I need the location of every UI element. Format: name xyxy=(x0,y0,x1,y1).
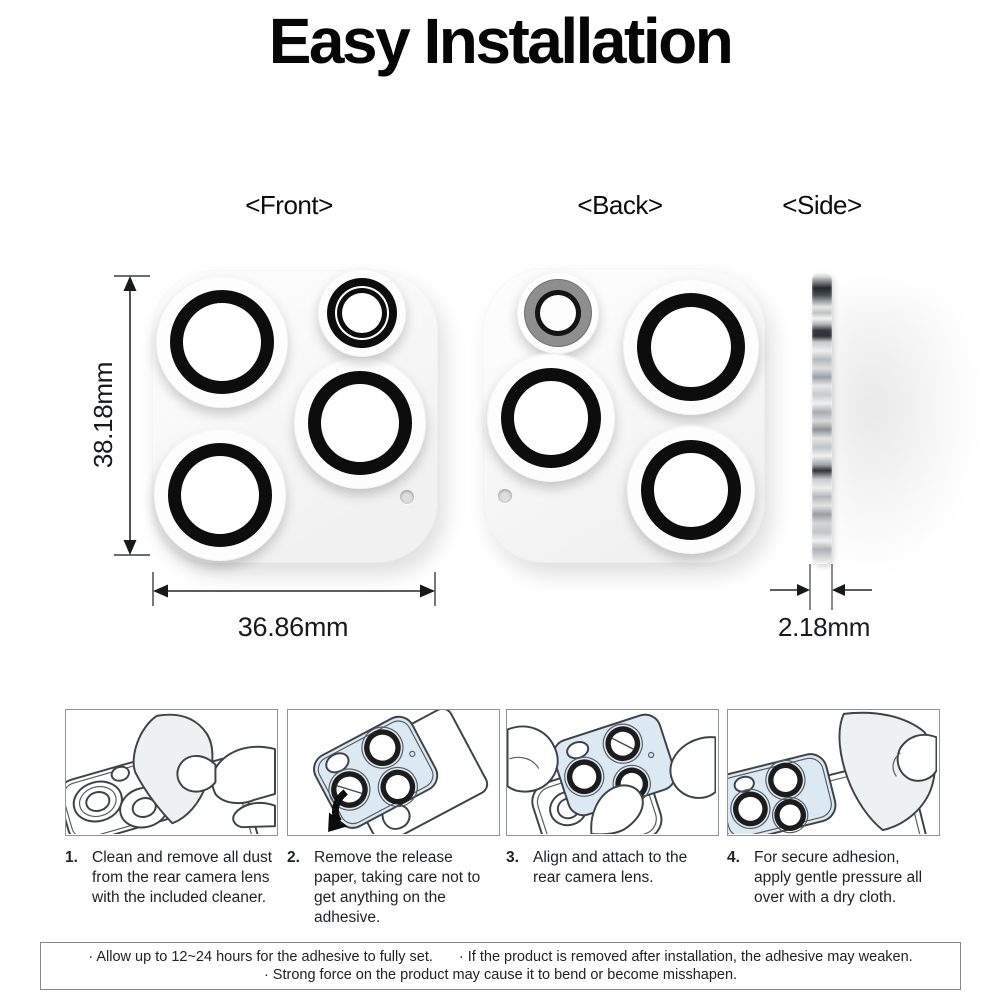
step-3-caption xyxy=(506,848,711,888)
step-2-caption xyxy=(287,848,487,929)
notes-line-1 xyxy=(41,949,960,965)
arrowhead-left-icon xyxy=(832,584,845,596)
step-3-text: Align and attach to the rear camera lens. xyxy=(533,849,688,887)
side-view-illustration xyxy=(812,272,832,564)
step-1-caption xyxy=(65,848,281,908)
front-lens-middle-right xyxy=(308,371,412,475)
back-mic-hole xyxy=(498,489,512,503)
thickness-dimension-label: 2.18mm xyxy=(777,612,871,642)
back-lens-top-left-gray xyxy=(540,295,576,331)
step-4-illustration-press-cloth xyxy=(728,710,937,834)
step-2-illustration-release-paper xyxy=(288,710,498,834)
arrowhead-up-icon xyxy=(124,276,137,291)
step-2-box xyxy=(287,709,500,836)
notes-box xyxy=(40,942,961,990)
arrowhead-left-icon xyxy=(153,585,168,598)
height-dimension-label: 38.18mm xyxy=(88,361,118,469)
side-view-shadow xyxy=(828,295,978,575)
notes-line-2 xyxy=(41,967,960,983)
step-3-number: 3. xyxy=(506,849,519,866)
front-lens-top-right-small xyxy=(342,293,382,333)
back-lens-bottom-right xyxy=(641,440,741,540)
front-plate-illustration xyxy=(152,270,438,563)
step-2-number: 2. xyxy=(287,849,300,866)
front-mic-hole xyxy=(400,490,414,504)
arrowhead-right-icon xyxy=(797,584,810,596)
step-3-box xyxy=(506,709,719,836)
arrowhead-right-icon xyxy=(420,585,435,598)
front-lens-bottom-left xyxy=(168,443,272,547)
note-adhesive-weaken: · If the product is removed after installation, the adhesive may weaken. xyxy=(458,949,913,965)
front-lens-top-left xyxy=(170,290,274,394)
side-view-label: <Side> xyxy=(782,190,862,220)
back-view-label: <Back> xyxy=(577,190,663,220)
arrowhead-down-icon xyxy=(124,540,137,555)
width-dimension-label: 36.86mm xyxy=(237,612,349,642)
note-strong-force: · Strong force on the product may cause it to bend or become misshapen. xyxy=(263,967,738,983)
back-lens-middle-left xyxy=(501,368,601,468)
step-4-number: 4. xyxy=(727,849,740,866)
step-1-illustration-clean-lens xyxy=(66,710,276,834)
note-adhesive-set: · Allow up to 12~24 hours for the adhesive to fully set. xyxy=(88,949,433,965)
step-4-box xyxy=(727,709,940,836)
back-plate-illustration xyxy=(483,268,765,563)
front-view-label: <Front> xyxy=(245,190,333,220)
step-1-text: Clean and remove all dust from the rear camera lens with the included cleaner. xyxy=(92,849,273,907)
step-1-box xyxy=(65,709,278,836)
step-4-caption xyxy=(727,848,939,908)
back-lens-top-right xyxy=(637,293,745,401)
page-title: Easy Installation xyxy=(268,5,732,77)
step-3-illustration-align-attach xyxy=(507,710,716,834)
step-1-number: 1. xyxy=(65,849,78,866)
step-4-text: For secure adhesion, apply gentle pressure all over with a dry cloth. xyxy=(754,849,923,907)
step-2-text: Remove the release paper, taking care not to get anything on the adhesive. xyxy=(314,849,481,927)
